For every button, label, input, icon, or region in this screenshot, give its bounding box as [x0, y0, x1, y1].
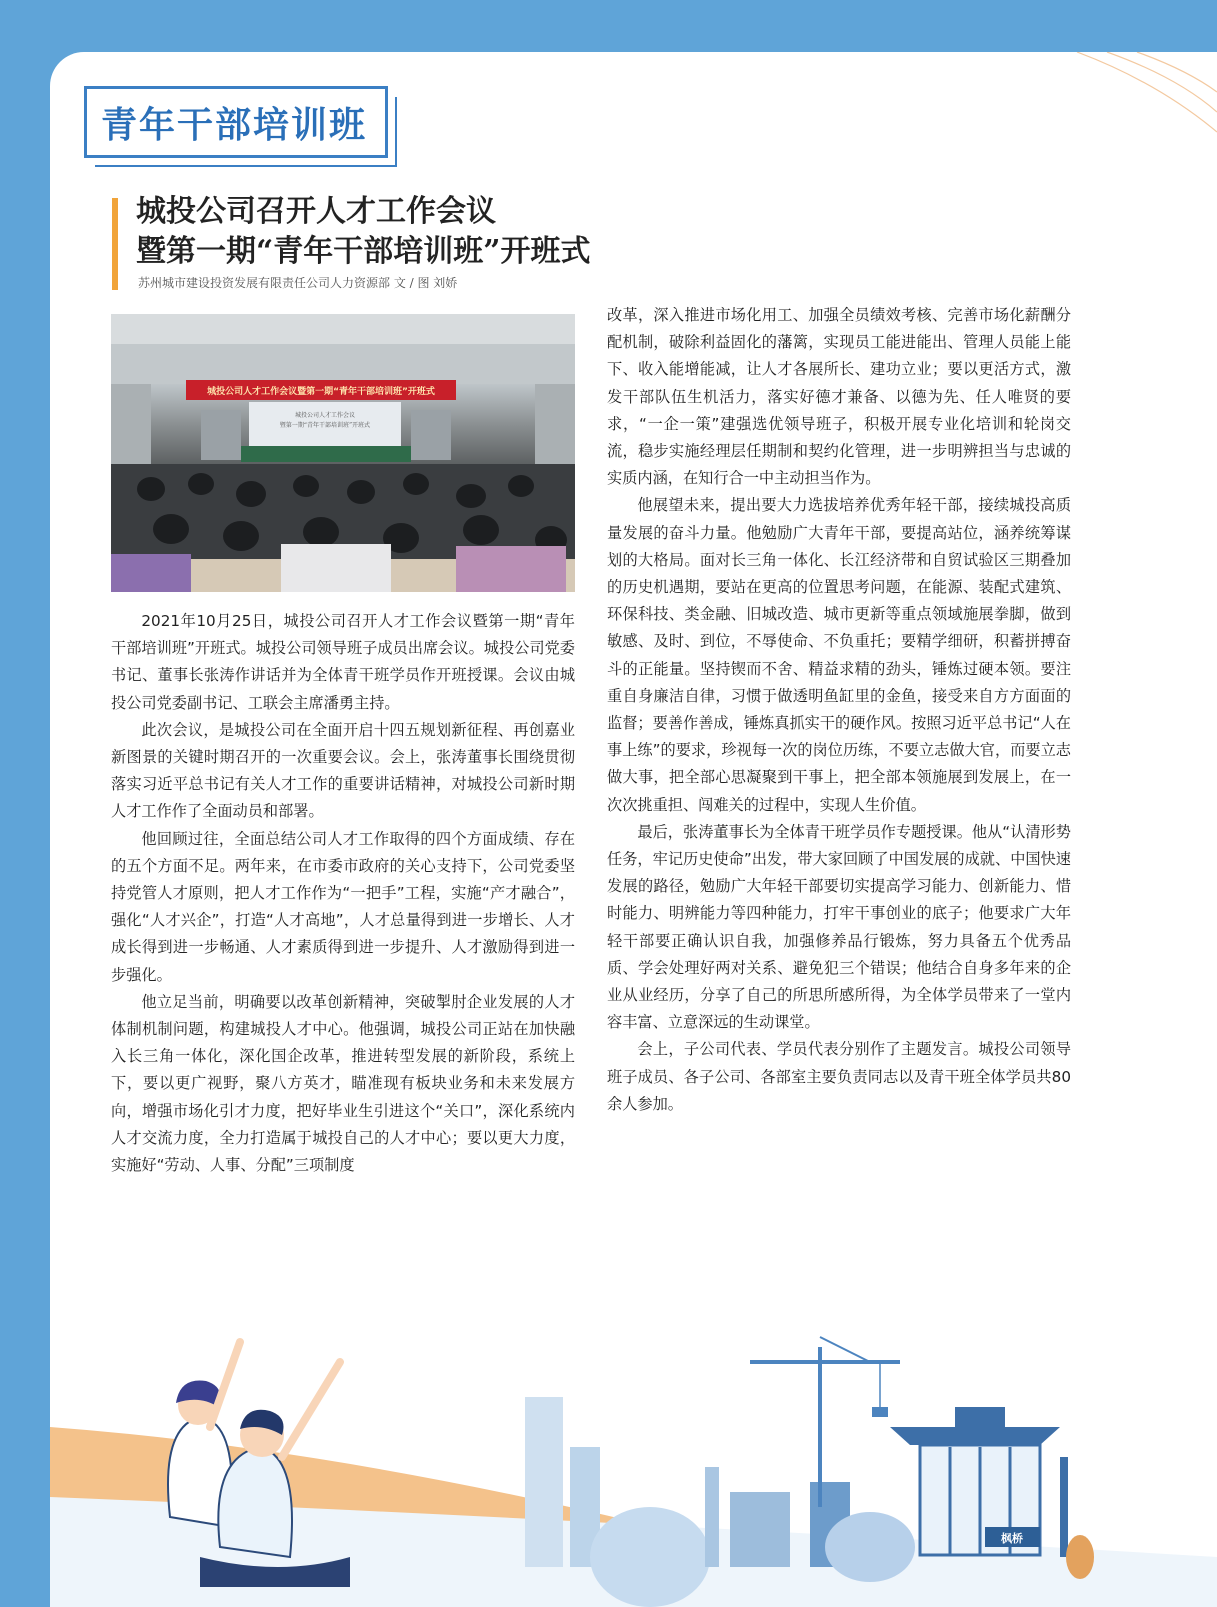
page	[50, 52, 1217, 1607]
paragraph-1: 2021年10月25日，城投公司召开人才工作会议暨第一期“青年干部培训班”开班式。城投公司领导班子成员出席会议。城投公司党委书记、董事长张涛作讲话并为全体青干班学员作开班授课。会议由城投公司党委副书记、工联会主席潘勇主持。	[111, 612, 575, 712]
section-title: 青年干部培训班	[101, 105, 368, 146]
paragraph-5: 他展望未来，提出要大力选拔培养优秀年轻干部，接续城投高质量发展的奋斗力量。他勉励广大青年干部，要提高站位，涵养统筹谋划的大格局。面对长三角一体化、长江经济带和自贸试验区三期叠加的历史机遇期，要站在更高的位置思考问题，在能源、装配式建筑、环保科技、类金融、旧城改造、城市更新等重点领域施展拳脚，做到敏感、及时、到位，不辱使命、不负重托；要精学细研，积蓄拼搏奋斗的正能量。坚持锲而不舍、精益求精的劲头，锤炼过硬本领。要注重自身廉洁自律，习惯于做透明鱼缸里的金鱼，接受来自方方面面的监督；要善作善成，锤炼真抓实干的硬作风。按照习近平总书记“人在事上练”的要求，珍视每一次的岗位历练，不要立志做大官，而要立志做大事，把全部心思凝聚到干事上，把全部本领施展到发展上，在一次次挑重担、闯难关的过程中，实现人生价值。	[607, 496, 1071, 814]
article-byline: 苏州城市建设投资发展有限责任公司人力资源部 文 / 图 刘娇	[138, 276, 458, 290]
headline-line-1: 城投公司召开人才工作会议	[136, 194, 496, 229]
paragraph-4-part-2: 改革，深入推进市场化用工、加强全员绩效考核、完善市场化薪酬分配机制，破除利益固化的藩篱，实现员工能进能出、管理人员能上能下、收入能增能减，让人才各展所长、建功立业；要以更活方式，激发干部队伍生机活力，落实好德才兼备、以德为先、任人唯贤的要求，“一企一策”建强选优领导班子，积极开展专业化培训和轮岗交流，稳步实施经理层任期制和契约化管理，进一步明辨担当与忠诚的实质内涵，在知行合一中主动担当作为。	[607, 306, 1071, 488]
paragraph-7: 会上，子公司代表、学员代表分别作了主题发言。城投公司领导班子成员、各子公司、各部室主要负责同志以及青干班全体学员共80余人参加。	[607, 1040, 1071, 1113]
headline-line-2: 暨第一期“青年干部培训班”开班式	[136, 234, 591, 269]
paragraph-6: 最后，张涛董事长为全体青干班学员作专题授课。他从“认清形势任务，牢记历史使命”出发，带大家回顾了中国发展的成就、中国快速发展的路径，勉励广大年轻干部要切实提高学习能力、创新能力、惜时能力、明辨能力等四种能力，打牢干事创业的底子；他要求广大年轻干部要正确认识自我，加强修养品行锻炼，努力具备五个优秀品质、学会处理好两对关系、避免犯三个错误；他结合自身多年来的企业从业经历，分享了自己的所思所感所得，为全体学员带来了一堂内容丰富、立意深远的生动课堂。	[607, 822, 1071, 1032]
article-column-left	[111, 608, 575, 1179]
paragraph-4-part-1: 他立足当前，明确要以改革创新精神，突破掣肘企业发展的人才体制机制问题，构建城投人才中心。他强调，城投公司正站在加快融入长三角一体化，深化国企改革，推进转型发展的新阶段，系统上下，要以更广视野，聚八方英才，瞄准现有板块业务和未来发展方向，增强市场化引才力度，把好毕业生引进这个“关口”，深化系统内人才交流力度，全力打造属于城投自己的人才中心；要以更大力度，实施好“劳动、人事、分配”三项制度	[111, 992, 575, 1175]
article-column-right	[607, 302, 1071, 1118]
gate-sign-text: 枫桥	[1001, 1532, 1023, 1545]
meeting-photo	[111, 314, 575, 592]
section-badge	[84, 86, 388, 158]
city-illustration	[50, 1307, 1217, 1607]
photo-screen-line-2: 暨第一期“青年干部培训班”开班式	[279, 422, 371, 429]
paragraph-2: 此次会议，是城投公司在全面开启十四五规划新征程、再创嘉业新图景的关键时期召开的一次重要会议。会上，张涛董事长围绕贯彻落实习近平总书记有关人才工作的重要讲话精神，对城投公司新时期人才工作作了全面动员和部署。	[111, 720, 575, 821]
photo-screen-line-1: 城投公司人才工作会议	[294, 412, 356, 419]
corner-decoration	[1037, 52, 1217, 142]
photo-banner-text: 城投公司人才工作会议暨第一期“青年干部培训班”开班式	[207, 387, 435, 397]
article-headline	[136, 192, 1036, 272]
headline-accent-bar	[112, 198, 118, 290]
meeting-photo-drawing	[111, 314, 575, 592]
paragraph-3: 他回顾过往，全面总结公司人才工作取得的四个方面成绩、存在的五个方面不足。两年来，在市委市政府的关心支持下，公司党委坚持党管人才原则，把人才工作作为“一把手”工程，实施“产才融合”，强化“人才兴企”，打造“人才高地”，人才总量得到进一步增长、人才成长得到进一步畅通、人才素质得到进一步提升、人才激励得到进一步强化。	[111, 829, 575, 984]
